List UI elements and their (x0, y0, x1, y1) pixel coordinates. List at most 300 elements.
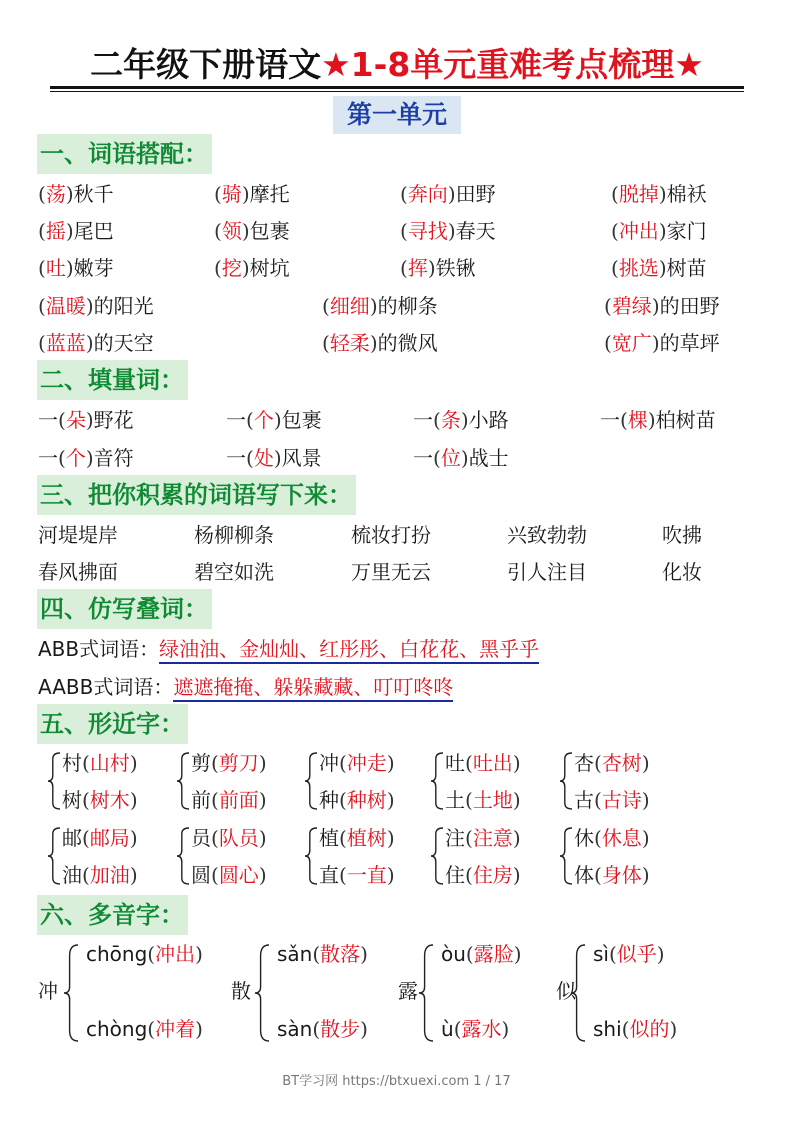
collocation-answer: 温暖 (45, 294, 86, 318)
collocation-answer: 细细 (329, 294, 370, 318)
paren: ) (641, 788, 650, 812)
paren: ) (65, 182, 74, 206)
word-bank-item: 杨柳柳条 (194, 523, 274, 547)
measure-noun: 风景 (281, 446, 322, 470)
similar-char-row (445, 825, 521, 851)
similar-char: 冲 (319, 751, 339, 775)
pinyin: sì (593, 942, 609, 966)
paren: ) (258, 826, 267, 850)
polyphone-word: 散步 (320, 1017, 361, 1041)
collocation-answer: 宽广 (611, 331, 652, 355)
paren: ) (273, 446, 282, 470)
similar-char: 直 (319, 863, 339, 887)
paren: ) (512, 751, 521, 775)
paren: ) (65, 256, 74, 280)
paren: ( (465, 788, 473, 812)
paren: ( (400, 256, 408, 280)
similar-brace (560, 827, 572, 885)
similar-char: 剪 (191, 751, 211, 775)
collocation-answer: 挖 (221, 256, 242, 280)
footer (0, 1070, 793, 1089)
collocation-item (604, 330, 720, 356)
measure-item (38, 407, 134, 433)
similar-brace (305, 752, 317, 810)
reduplication-answer: 遮遮掩掩、躲躲藏藏、叮叮咚咚 (173, 675, 453, 702)
reduplication-label: AABB式词语： (38, 675, 174, 699)
polyphone-reading (441, 941, 522, 967)
similar-word: 邮局 (89, 826, 130, 850)
measure-item (413, 445, 509, 471)
collocation-word: 嫩芽 (73, 256, 114, 280)
paren: ( (38, 182, 46, 206)
polyphone-word: 似的 (629, 1017, 670, 1041)
similar-char: 村 (62, 751, 82, 775)
polyphone-word: 冲出 (155, 942, 196, 966)
similar-word: 圆心 (218, 863, 259, 887)
collocation-word: 摩托 (249, 182, 290, 206)
collocation-item (604, 293, 720, 319)
paren: ( (608, 942, 617, 966)
paren: ( (38, 256, 46, 280)
paren: ( (82, 826, 90, 850)
polyphone-char: 散 (231, 979, 251, 1003)
paren: ) (386, 788, 395, 812)
paren: ) (241, 256, 250, 280)
collocation-word: 尾巴 (73, 219, 114, 243)
word-bank-item: 引人注目 (507, 560, 587, 584)
paren: ( (211, 751, 219, 775)
pinyin: sǎn (277, 942, 313, 966)
paren: ) (512, 826, 521, 850)
similar-char: 休 (574, 826, 594, 850)
collocation-item (611, 181, 707, 207)
collocation-item (38, 218, 114, 244)
unit-heading: 第一单元 (333, 96, 461, 134)
paren: ) (386, 826, 395, 850)
similar-brace (48, 752, 60, 810)
pinyin: chòng (86, 1017, 148, 1041)
reduplication-answer: 绿油油、金灿灿、红彤彤、白花花、黑乎乎 (159, 637, 539, 664)
paren: ( (339, 751, 347, 775)
paren: ) (129, 826, 138, 850)
pinyin: òu (441, 942, 466, 966)
paren: ) (129, 751, 138, 775)
similar-char-row (445, 787, 521, 813)
paren: ( (211, 826, 219, 850)
paren: ( (594, 751, 602, 775)
paren: ( (604, 294, 612, 318)
paren: ) (369, 294, 378, 318)
similar-word: 土地 (472, 788, 513, 812)
collocation-item (214, 255, 290, 281)
paren: ) (513, 942, 522, 966)
similar-char: 古 (574, 788, 594, 812)
paren: ) (85, 446, 94, 470)
similar-brace (177, 752, 189, 810)
similar-word: 吐出 (472, 751, 513, 775)
similar-char-row (191, 862, 267, 888)
paren: ( (211, 863, 219, 887)
polyphone-brace (571, 944, 585, 1042)
reduplication-row (38, 674, 453, 700)
similar-brace (177, 827, 189, 885)
paren: ) (460, 446, 469, 470)
polyphone-word: 露脸 (473, 942, 514, 966)
similar-brace (560, 752, 572, 810)
reduplication-row (38, 636, 539, 662)
paren: ( (453, 1017, 462, 1041)
polyphone-reading (593, 1016, 677, 1042)
collocation-item (38, 330, 154, 356)
similar-word: 休息 (601, 826, 642, 850)
similar-char-row (62, 825, 138, 851)
pinyin: sàn (277, 1017, 313, 1041)
paren: ) (195, 942, 203, 966)
measure-prefix: 一 (600, 408, 620, 432)
collocation-word: 春天 (455, 219, 496, 243)
similar-word: 树木 (89, 788, 130, 812)
similar-char: 邮 (62, 826, 82, 850)
similar-char-row (191, 750, 267, 776)
paren: ( (611, 182, 619, 206)
similar-word: 住房 (472, 863, 513, 887)
polyphone-reading (441, 1016, 509, 1042)
similar-word: 注意 (472, 826, 513, 850)
collocation-answer: 蓝蓝 (45, 331, 86, 355)
similar-char: 土 (445, 788, 465, 812)
paren: ) (669, 1017, 678, 1041)
paren: ( (611, 256, 619, 280)
paren: ( (246, 408, 254, 432)
measure-noun: 野花 (93, 408, 134, 432)
similar-word: 古诗 (601, 788, 642, 812)
paren: ) (85, 294, 94, 318)
polyphone-reading (277, 1016, 368, 1042)
paren: ) (501, 1017, 510, 1041)
similar-char: 吐 (445, 751, 465, 775)
collocation-item (38, 293, 154, 319)
similar-char: 注 (445, 826, 465, 850)
measure-item (413, 407, 509, 433)
collocation-word: 的天空 (93, 331, 154, 355)
reduplication-label: ABB式词语： (38, 637, 160, 661)
paren: ) (195, 1017, 203, 1041)
similar-char: 杏 (574, 751, 594, 775)
measure-prefix: 一 (226, 408, 246, 432)
paren: ) (460, 408, 469, 432)
paren: ( (38, 331, 46, 355)
measure-prefix: 一 (413, 408, 433, 432)
paren: ( (322, 331, 330, 355)
paren: ) (512, 788, 521, 812)
collocation-answer: 摇 (45, 219, 66, 243)
measure-item (226, 445, 322, 471)
paren: ) (651, 331, 660, 355)
paren: ( (465, 863, 473, 887)
paren: ( (433, 408, 441, 432)
polyphone-reading (593, 941, 665, 967)
section-heading-similar-chars: 五、形近字： (37, 704, 188, 744)
measure-noun: 战士 (468, 446, 509, 470)
collocation-word: 田野 (455, 182, 496, 206)
paren: ( (339, 826, 347, 850)
paren: ) (658, 256, 667, 280)
measure-answer: 个 (65, 446, 86, 470)
measure-prefix: 一 (226, 446, 246, 470)
similar-char-row (319, 825, 395, 851)
similar-word: 种树 (346, 788, 387, 812)
collocation-word: 树坑 (249, 256, 290, 280)
measure-answer: 条 (440, 408, 461, 432)
collocation-item (400, 181, 496, 207)
paren: ( (312, 1017, 321, 1041)
word-bank-item: 春风拂面 (38, 560, 118, 584)
similar-brace (305, 827, 317, 885)
paren: ) (447, 219, 456, 243)
collocation-word: 的草坪 (659, 331, 720, 355)
measure-prefix: 一 (38, 446, 58, 470)
paren: ) (129, 863, 138, 887)
paren: ) (647, 408, 656, 432)
title-rule-thin (50, 91, 744, 92)
paren: ) (258, 863, 267, 887)
similar-char-row (62, 787, 138, 813)
collocation-answer: 领 (221, 219, 242, 243)
similar-char: 树 (62, 788, 82, 812)
similar-char-row (574, 787, 650, 813)
footer-site: BT学习网 https://btxuexi.com (282, 1074, 470, 1089)
paren: ( (339, 788, 347, 812)
pinyin: chōng (86, 942, 148, 966)
paren: ) (129, 788, 138, 812)
collocation-word: 的柳条 (377, 294, 438, 318)
collocation-answer: 寻找 (407, 219, 448, 243)
collocation-item (322, 330, 438, 356)
paren: ( (214, 256, 222, 280)
pinyin: ù (441, 1017, 454, 1041)
section-heading-polyphones: 六、多音字： (37, 895, 188, 935)
paren: ) (369, 331, 378, 355)
collocation-item (214, 181, 290, 207)
measure-noun: 小路 (468, 408, 509, 432)
similar-word: 身体 (601, 863, 642, 887)
paren: ) (258, 788, 267, 812)
collocation-answer: 骑 (221, 182, 242, 206)
collocation-word: 铁锹 (435, 256, 476, 280)
section-heading-measure-words: 二、填量词： (37, 360, 188, 400)
paren: ) (447, 182, 456, 206)
collocation-word: 的阳光 (93, 294, 154, 318)
title-main: 二年级下册语文 (90, 45, 322, 84)
paren: ( (621, 1017, 630, 1041)
paren: ) (258, 751, 267, 775)
similar-char-row (574, 862, 650, 888)
measure-answer: 朵 (65, 408, 86, 432)
section-heading-collocation: 一、词语搭配： (37, 134, 212, 174)
measure-noun: 柏树苗 (655, 408, 716, 432)
similar-word: 队员 (218, 826, 259, 850)
paren: ( (465, 751, 473, 775)
similar-char: 住 (445, 863, 465, 887)
paren: ( (594, 826, 602, 850)
collocation-answer: 吐 (45, 256, 66, 280)
collocation-item (400, 255, 476, 281)
paren: ( (147, 1017, 156, 1041)
similar-word: 前面 (218, 788, 259, 812)
polyphone-reading (86, 1016, 203, 1042)
collocation-answer: 轻柔 (329, 331, 370, 355)
collocation-word: 的微风 (377, 331, 438, 355)
similar-char-row (191, 787, 267, 813)
similar-brace (431, 752, 443, 810)
measure-item (600, 407, 716, 433)
measure-noun: 包裹 (281, 408, 322, 432)
collocation-word: 家门 (666, 219, 707, 243)
pinyin: shi (593, 1017, 622, 1041)
polyphone-brace (64, 944, 78, 1042)
paren: ) (85, 331, 94, 355)
paren: ) (512, 863, 521, 887)
polyphone-char: 露 (398, 979, 418, 1003)
collocation-word: 秋千 (73, 182, 114, 206)
similar-char-row (574, 750, 650, 776)
collocation-word: 树苗 (666, 256, 707, 280)
similar-word: 加油 (89, 863, 130, 887)
paren: ) (360, 1017, 368, 1041)
measure-item (38, 445, 134, 471)
paren: ) (241, 182, 250, 206)
collocation-item (400, 218, 496, 244)
measure-prefix: 一 (413, 446, 433, 470)
similar-char-row (445, 750, 521, 776)
polyphone-reading (86, 941, 203, 967)
similar-word: 植树 (346, 826, 387, 850)
word-bank-item: 河堤堤岸 (38, 523, 118, 547)
similar-char-row (319, 862, 395, 888)
similar-char-row (319, 750, 395, 776)
polyphone-word: 散落 (320, 942, 361, 966)
polyphone-char: 似 (556, 979, 576, 1003)
similar-brace (48, 827, 60, 885)
similar-word: 杏树 (601, 751, 642, 775)
paren: ( (339, 863, 347, 887)
word-bank-item: 化妆 (662, 560, 702, 584)
paren: ) (658, 219, 667, 243)
section-heading-word-bank: 三、把你积累的词语写下来： (37, 475, 356, 515)
paren: ( (400, 219, 408, 243)
paren: ) (386, 863, 395, 887)
paren: ( (594, 863, 602, 887)
paren: ) (427, 256, 436, 280)
word-bank-item: 兴致勃勃 (507, 523, 587, 547)
section-heading-reduplication: 四、仿写叠词： (37, 589, 212, 629)
word-bank-item: 梳妆打扮 (351, 523, 431, 547)
paren: ( (82, 863, 90, 887)
measure-noun: 音符 (93, 446, 134, 470)
measure-answer: 处 (253, 446, 274, 470)
polyphone-char: 冲 (38, 979, 58, 1003)
paren: ( (82, 751, 90, 775)
paren: ( (214, 182, 222, 206)
similar-char-row (191, 825, 267, 851)
paren: ( (400, 182, 408, 206)
measure-item (226, 407, 322, 433)
polyphone-word: 似乎 (616, 942, 657, 966)
similar-char: 圆 (191, 863, 211, 887)
paren: ) (85, 408, 94, 432)
collocation-answer: 碧绿 (611, 294, 652, 318)
collocation-answer: 挑选 (618, 256, 659, 280)
word-bank-item: 万里无云 (351, 560, 431, 584)
similar-char-row (445, 862, 521, 888)
paren: ( (246, 446, 254, 470)
paren: ( (58, 408, 66, 432)
similar-char: 体 (574, 863, 594, 887)
paren: ) (656, 942, 665, 966)
measure-answer: 个 (253, 408, 274, 432)
similar-word: 山村 (89, 751, 130, 775)
paren: ( (433, 446, 441, 470)
similar-char-row (62, 750, 138, 776)
similar-char: 植 (319, 826, 339, 850)
collocation-item (38, 255, 114, 281)
paren: ( (211, 788, 219, 812)
polyphone-word: 露水 (461, 1017, 502, 1041)
collocation-answer: 脱掉 (618, 182, 659, 206)
similar-char-row (319, 787, 395, 813)
paren: ( (312, 942, 321, 966)
measure-prefix: 一 (38, 408, 58, 432)
similar-char: 员 (191, 826, 211, 850)
collocation-answer: 挥 (407, 256, 428, 280)
similar-char: 前 (191, 788, 211, 812)
paren: ( (82, 788, 90, 812)
similar-word: 一直 (346, 863, 387, 887)
collocation-item (38, 181, 114, 207)
word-bank-item: 吹拂 (662, 523, 702, 547)
polyphone-reading (277, 941, 368, 967)
title-highlight: ★1-8单元重难考点梳理★ (321, 45, 704, 84)
word-bank-item: 碧空如洗 (194, 560, 274, 584)
collocation-word: 包裹 (249, 219, 290, 243)
similar-word: 冲走 (346, 751, 387, 775)
paren: ( (465, 942, 474, 966)
similar-word: 剪刀 (218, 751, 259, 775)
paren: ) (241, 219, 250, 243)
paren: ) (651, 294, 660, 318)
collocation-answer: 荡 (45, 182, 66, 206)
polyphone-word: 冲着 (155, 1017, 196, 1041)
similar-char: 油 (62, 863, 82, 887)
collocation-item (611, 218, 707, 244)
paren: ) (360, 942, 368, 966)
similar-char-row (62, 862, 138, 888)
polyphone-brace (419, 944, 433, 1042)
paren: ( (604, 331, 612, 355)
similar-brace (431, 827, 443, 885)
collocation-item (322, 293, 438, 319)
paren: ( (620, 408, 628, 432)
collocation-word: 棉袄 (666, 182, 707, 206)
similar-char-row (574, 825, 650, 851)
collocation-item (214, 218, 290, 244)
collocation-answer: 冲出 (618, 219, 659, 243)
paren: ) (65, 219, 74, 243)
title-rule-thick (50, 86, 744, 89)
polyphone-brace (255, 944, 269, 1042)
paren: ) (641, 751, 650, 775)
paren: ) (641, 826, 650, 850)
